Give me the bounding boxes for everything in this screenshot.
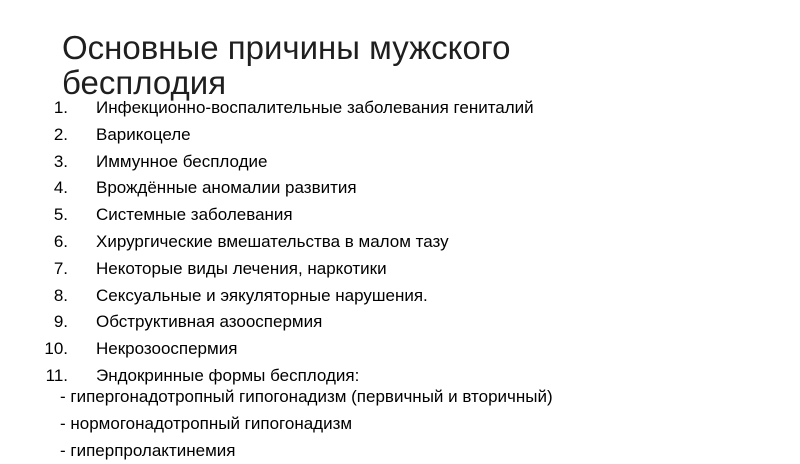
list-item-number: 10. [44,339,68,359]
list-item-text: Сексуальные и эякуляторные нарушения. [96,285,428,305]
subtype-item: - гипергонадотропный гипогонадизм (первичный и вторичный) [60,387,553,406]
list-item-number: 9. [53,312,68,332]
list-item-text: Эндокринные формы бесплодия: [96,365,360,385]
list-item-number: 8. [53,285,68,305]
endocrine-subtypes-list [0,384,553,464]
list-item-text: Системные заболевания [96,205,293,225]
list-item-number: 3. [53,151,68,171]
title-line-2: бесплодия [62,64,227,101]
slide-title [62,30,622,100]
list-item-number: 4. [53,178,68,198]
list-item-number: 5. [53,205,68,225]
subtype-item: - нормогонадотропный гипогонадизм [60,413,353,433]
list-item-number: 7. [53,258,68,278]
list-item-text: Обструктивная азооспермия [96,312,323,332]
list-item-text: Инфекционно-воспалительные заболевания гениталий [96,98,534,117]
list-item-number: 1. [53,98,68,117]
list-item-text: Некоторые виды лечения, наркотики [96,258,387,278]
list-item-number: 11. [45,365,68,385]
list-item-text: Варикоцеле [96,124,191,144]
list-item-text: Врождённые аномалии развития [96,178,357,198]
list-item-number: 2. [53,124,68,144]
list-item-text: Некрозооспермия [96,339,238,359]
subtype-item: - гиперпролактинемия [60,440,236,460]
list-item-text: Иммунное бесплодие [96,151,268,171]
list-item-number: 6. [53,231,68,251]
title-line-1: Основные причины мужского [62,29,511,66]
list-item-text: Хирургические вмешательства в малом тазу [96,231,449,251]
